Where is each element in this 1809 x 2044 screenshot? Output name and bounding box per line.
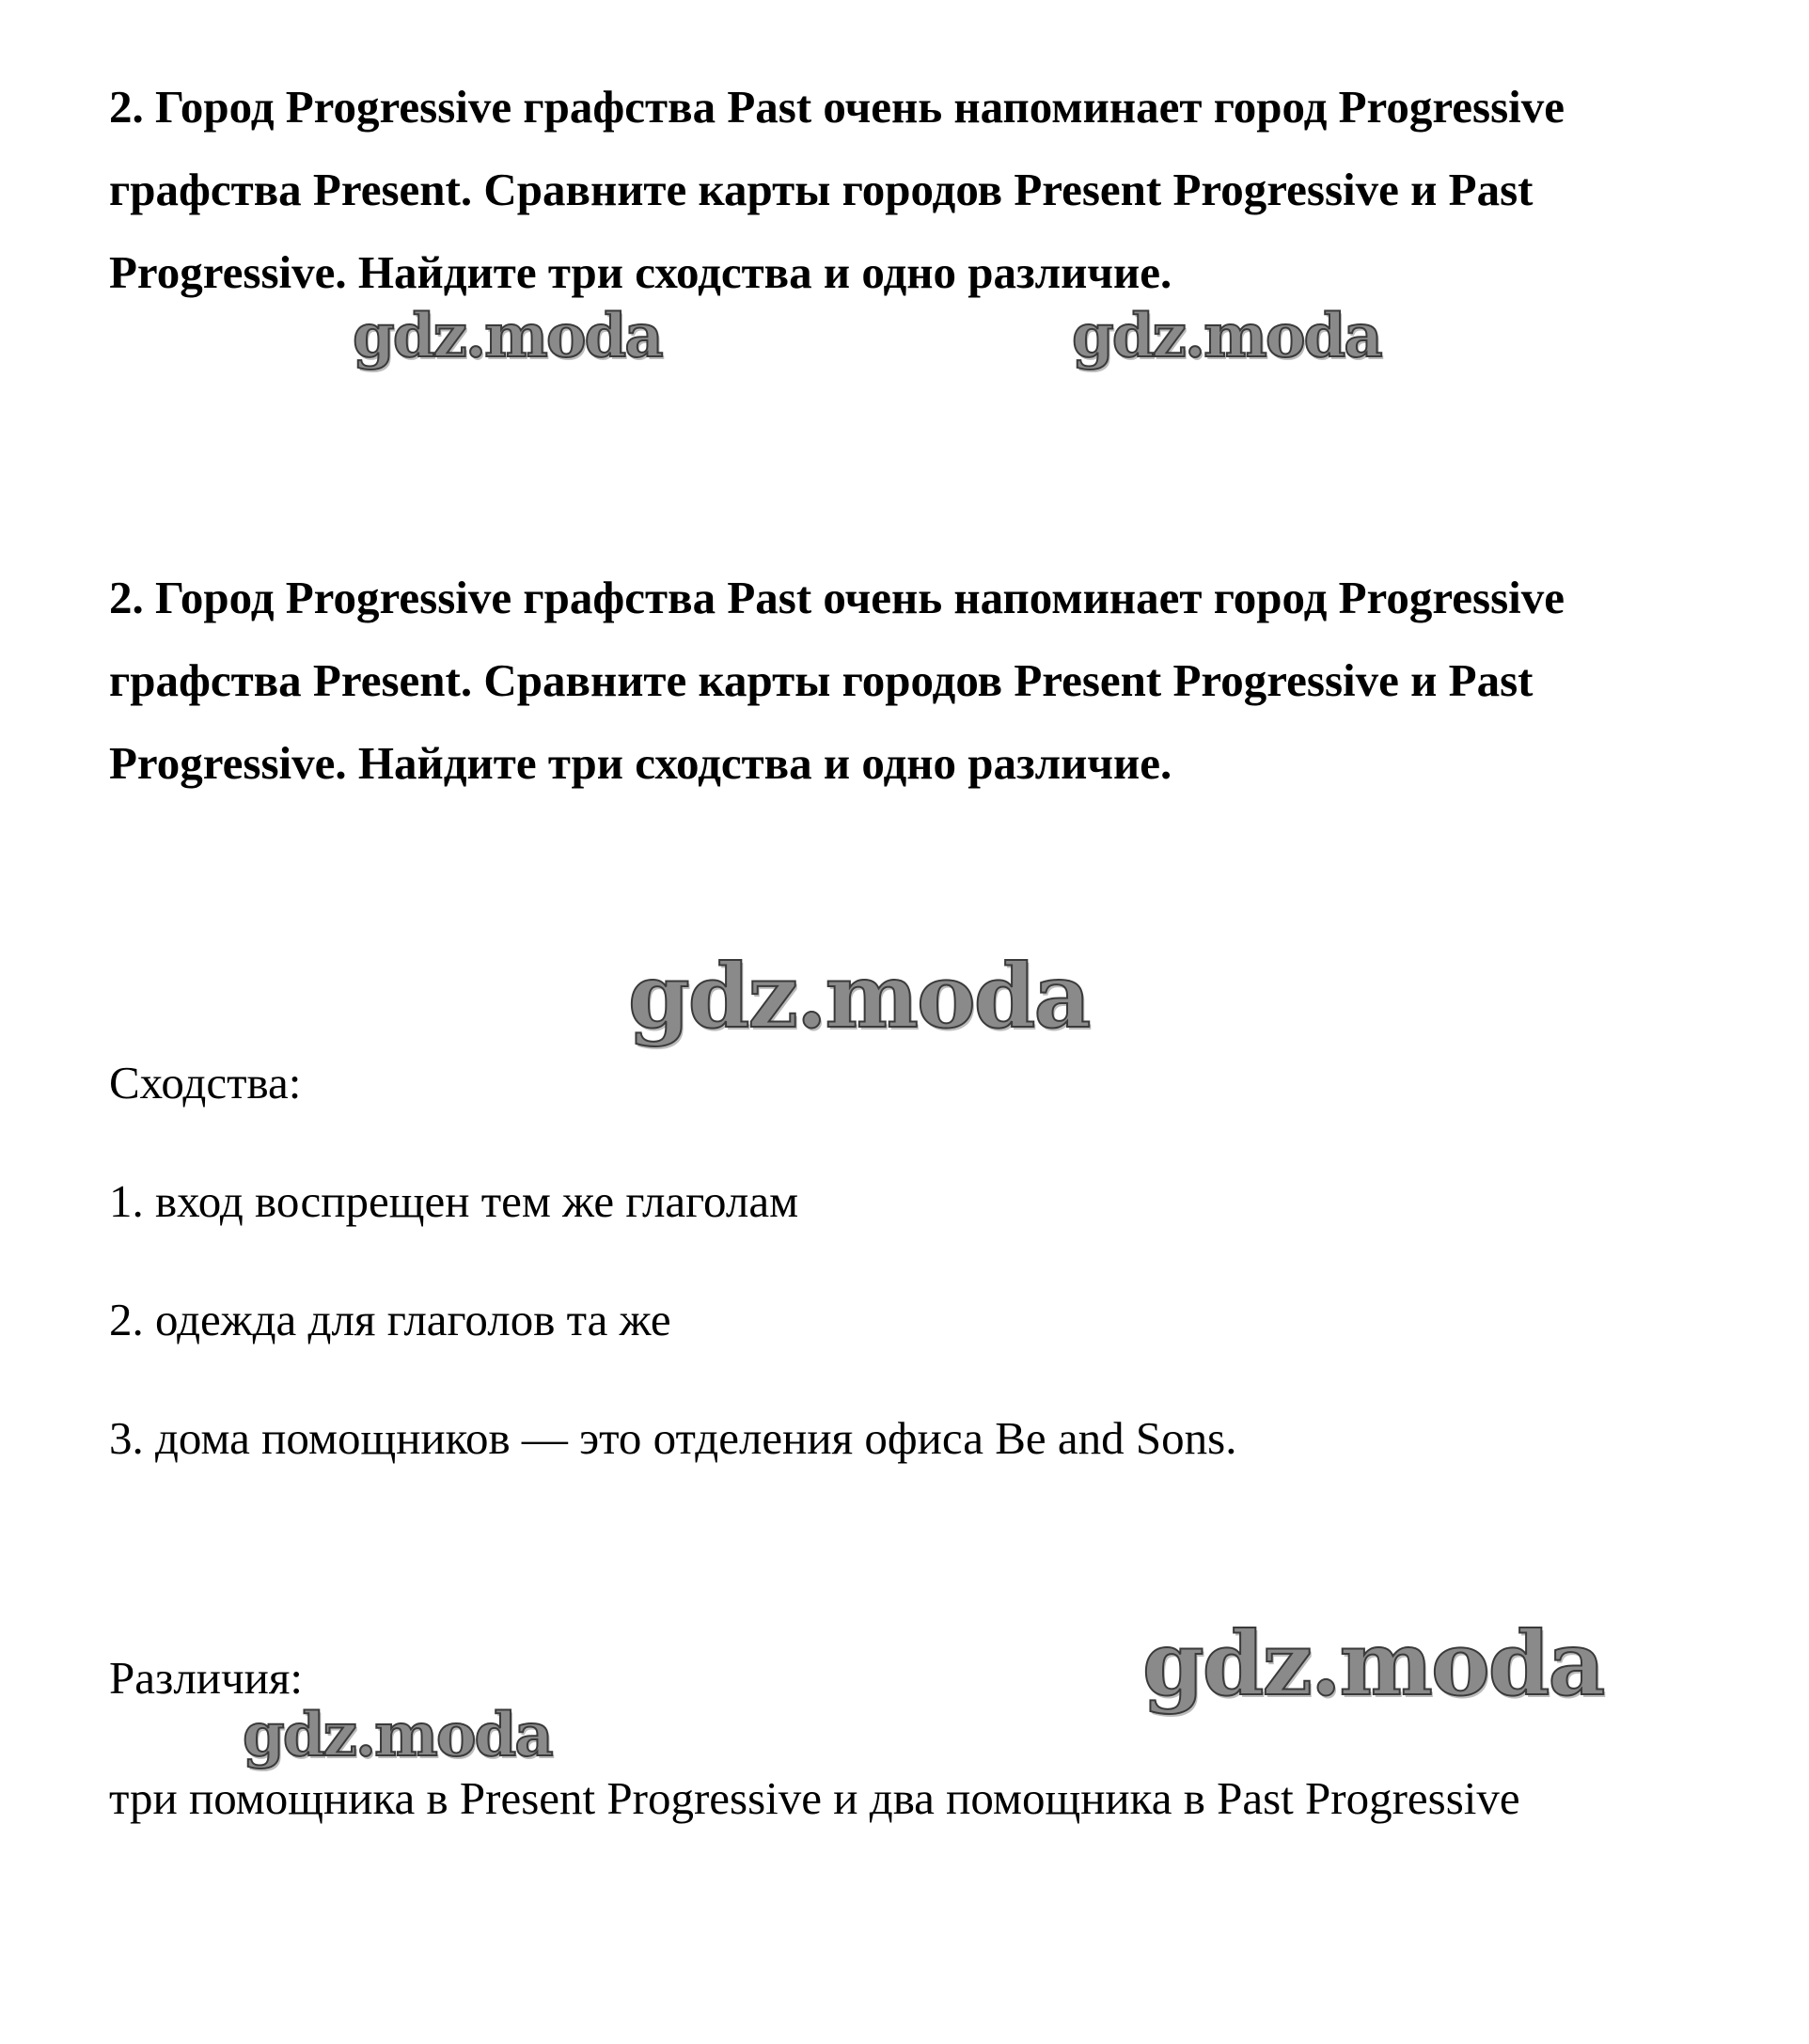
- task-heading: 2. Город Progressive графства Past очень напоминает город Progressive графства Present. Сравните карты городов Present Progressive и Past Progressive. Найдите три сходства и одно различие.: [109, 572, 1565, 789]
- similarity-item-2: 2. одежда для глаголов та же: [109, 1294, 671, 1345]
- task-heading-top: 2. Город Progressive графства Past очень напоминает город Progressive графства Present. Сравните карты городов Present Progressive и Past Progressive. Найдите три сходства и одно различие.: [109, 81, 1565, 298]
- similarities-heading: Сходства:: [109, 1057, 302, 1108]
- difference-item: три помощника в Present Progressive и два помощника в Past Progressive: [109, 1772, 1520, 1824]
- similarity-item-3: 3. дома помощников — это отделения офиса Be and Sons.: [109, 1412, 1237, 1464]
- watermark-logo: gdz.moda: [353, 301, 662, 371]
- watermark-logo: gdz.moda: [243, 1700, 552, 1770]
- differences-heading: Различия:: [109, 1652, 304, 1704]
- watermark-logo: gdz.moda: [1072, 301, 1381, 371]
- watermark-logo: gdz.moda: [628, 945, 1090, 1048]
- similarity-item-1: 1. вход воспрещен тем же глаголам: [109, 1175, 799, 1227]
- watermark-logo: gdz.moda: [1142, 1612, 1604, 1716]
